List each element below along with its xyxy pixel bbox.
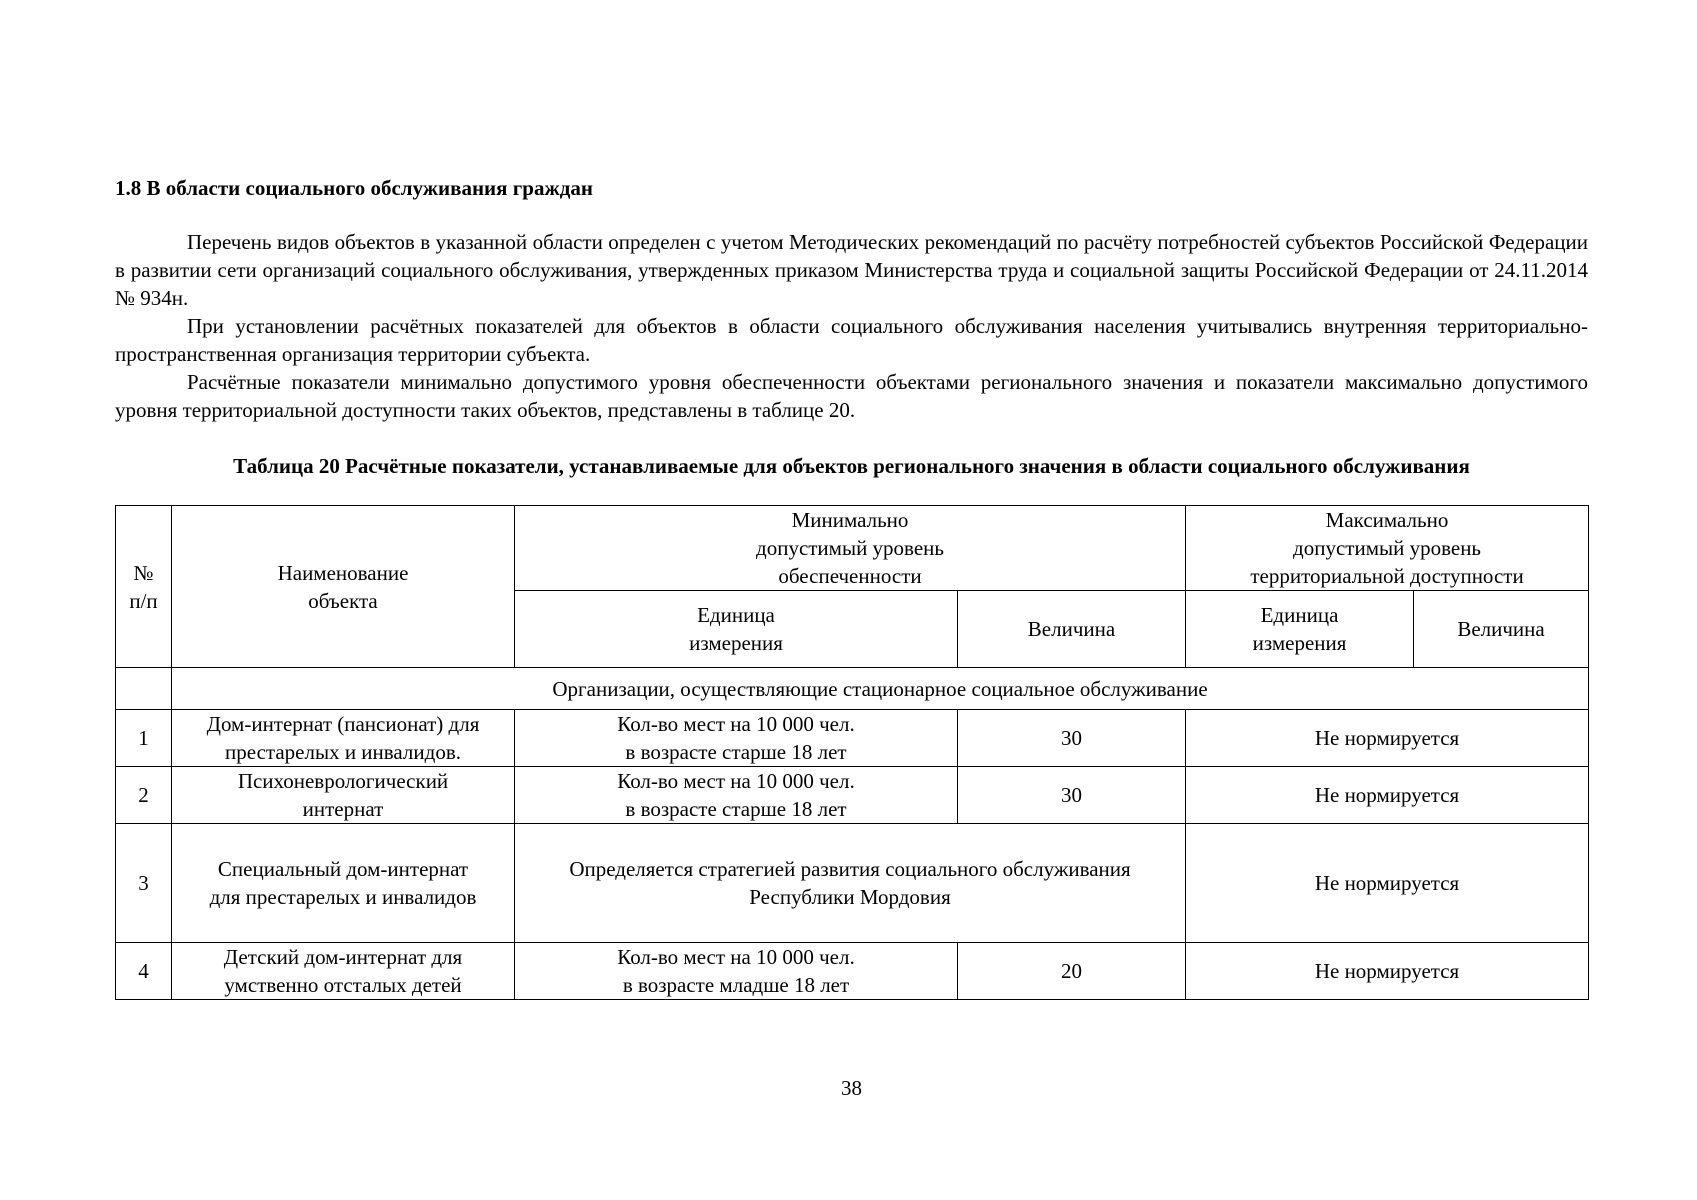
row-number: 1 xyxy=(116,710,172,767)
row-unit: Кол-во мест на 10 000 чел. в возрасте старше 18 лет xyxy=(515,710,958,767)
row-unit: Кол-во мест на 10 000 чел. в возрасте старше 18 лет xyxy=(515,767,958,824)
row-object-name: Детский дом-интернат для умственно отсталых детей xyxy=(172,943,515,1000)
row-number: 2 xyxy=(116,767,172,824)
header-value-max: Величина xyxy=(1414,591,1589,668)
group-title: Организации, осуществляющие стационарное социальное обслуживание xyxy=(172,668,1589,710)
header-min-provision: Минимально допустимый уровень обеспеченности xyxy=(515,506,1186,591)
header-number: № п/п xyxy=(116,506,172,668)
table-row xyxy=(116,824,1589,943)
paragraph-methodology: Перечень видов объектов в указанной области определен с учетом Методических рекомендаций по расчёту потребностей субъектов Российской Федерации в развитии сети организаций социального обслуживания, утвержденных приказом Министерства труда и социальной защиты Российской Федерации от 24.11.2014 № 934н. xyxy=(115,230,1588,310)
row-value: 30 xyxy=(958,710,1186,767)
header-unit-min: Единица измерения xyxy=(515,591,958,668)
paragraph-indicators: Расчётные показатели минимально допустимого уровня обеспеченности объектами регионального значения и показатели максимально допустимого уровня территориальной доступности таких объектов, представлены в таблице 20. xyxy=(115,370,1588,422)
row-unit: Кол-во мест на 10 000 чел. в возрасте младше 18 лет xyxy=(515,943,958,1000)
table-row xyxy=(116,710,1589,767)
document-page xyxy=(115,0,1588,1200)
header-object-name: Наименование объекта xyxy=(172,506,515,668)
group-empty-cell xyxy=(116,668,172,710)
row-number: 4 xyxy=(116,943,172,1000)
row-object-name: Дом-интернат (пансионат) для престарелых и инвалидов. xyxy=(172,710,515,767)
row-object-name: Специальный дом-интернат для престарелых и инвалидов xyxy=(172,824,515,943)
row-number: 3 xyxy=(116,824,172,943)
table-caption: Таблица 20 Расчётные показатели, устанавливаемые для объектов регионального значения в области социального обслуживания xyxy=(233,454,1470,478)
row-accessibility: Не нормируется xyxy=(1186,767,1589,824)
table-group-row xyxy=(116,668,1589,710)
table-row xyxy=(116,767,1589,824)
table-header-row xyxy=(116,506,1589,591)
row-object-name: Психоневрологический интернат xyxy=(172,767,515,824)
row-accessibility: Не нормируется xyxy=(1186,943,1589,1000)
indicators-table xyxy=(115,505,1589,1000)
row-accessibility: Не нормируется xyxy=(1186,824,1589,943)
row-merged-provision: Определяется стратегией развития социального обслуживания Республики Мордовия xyxy=(515,824,1186,943)
page-number: 38 xyxy=(841,1076,862,1100)
table-row xyxy=(116,943,1589,1000)
section-heading: 1.8 В области социального обслуживания граждан xyxy=(115,176,593,200)
header-value-min: Величина xyxy=(958,591,1186,668)
row-accessibility: Не нормируется xyxy=(1186,710,1589,767)
header-unit-max: Единица измерения xyxy=(1186,591,1414,668)
row-value: 30 xyxy=(958,767,1186,824)
row-value: 20 xyxy=(958,943,1186,1000)
paragraph-organization: При установлении расчётных показателей для объектов в области социального обслуживания населения учитывались внутренняя территориально-пространственная организация территории субъекта. xyxy=(115,314,1588,366)
header-max-accessibility: Максимально допустимый уровень территориальной доступности xyxy=(1186,506,1589,591)
